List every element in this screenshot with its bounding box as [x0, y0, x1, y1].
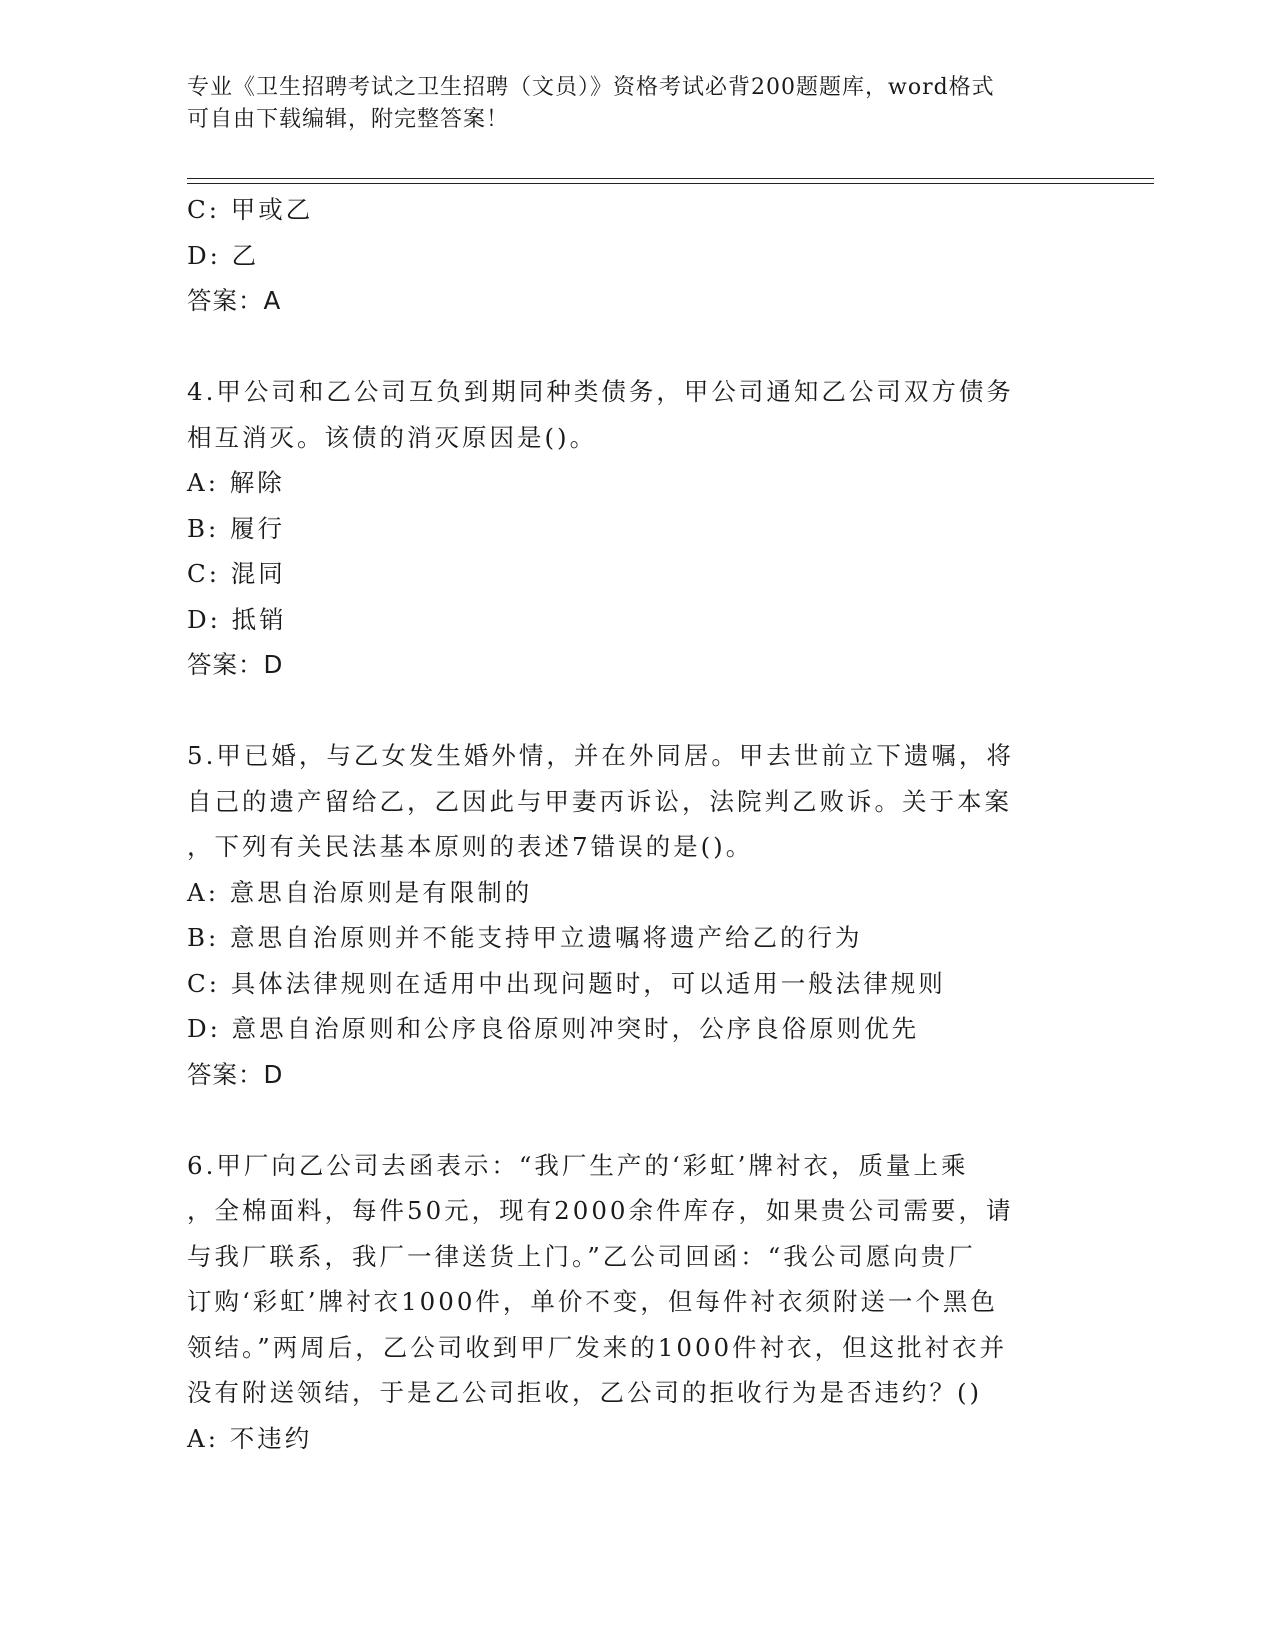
question-6	[187, 1143, 1087, 1462]
question-stem-line: 与我厂联系，我厂一律送货上门。”乙公司回函：“我公司愿向贵厂	[187, 1241, 976, 1271]
spacer	[187, 688, 1087, 734]
question-stem-line: 没有附送领结，于是乙公司拒收，乙公司的拒收行为是否违约？()	[187, 1378, 983, 1407]
option-c: C: 具体法律规则在适用中出现问题时，可以适用一般法律规则	[187, 968, 946, 998]
option-a: A: 意思自治原则是有限制的	[187, 877, 533, 907]
question-4	[187, 369, 1087, 688]
spacer	[187, 324, 1087, 370]
option-b: B: 履行	[187, 513, 286, 543]
header-line-1: 专业《卫生招聘考试之卫生招聘（文员）》资格考试必背200题题库，word格式	[187, 75, 995, 100]
question-5	[187, 733, 1087, 1097]
header-line-2: 可自由下载编辑，附完整答案！	[187, 107, 510, 132]
document-body	[187, 187, 1087, 1461]
option-a: A: 不违约	[187, 1423, 313, 1453]
spacer	[187, 1097, 1087, 1143]
question-stem-line: 领结。”两周后，乙公司收到甲厂发来的1000件衬衣，但这批衬衣并	[187, 1332, 1008, 1362]
question-stem-line: 自己的遗产留给乙，乙因此与甲妻丙诉讼，法院判乙败诉。关于本案	[187, 786, 1012, 816]
option-a: A: 解除	[187, 468, 285, 497]
header-rule-top	[187, 178, 1154, 179]
question-stem-line: 5.甲已婚，与乙女发生婚外情，并在外同居。甲去世前立下遗嘱，将	[187, 741, 1014, 770]
option-d: D: 意思自治原则和公序良俗原则冲突时，公序良俗原则优先	[187, 1014, 920, 1043]
option-d: D: 抵销	[187, 604, 287, 634]
document-header	[187, 72, 1067, 136]
question-stem-line: ，下列有关民法基本原则的表述7错误的是()。	[187, 832, 754, 861]
option-d: D: 乙	[187, 240, 260, 270]
question-3-tail	[187, 187, 1087, 324]
question-stem-line: 订购‘彩虹’牌衬衣1000件，单价不变，但每件衬衣须附送一个黑色	[187, 1287, 998, 1316]
option-c: C: 甲或乙	[187, 195, 314, 224]
answer: 答案：D	[187, 650, 284, 679]
answer: 答案：A	[187, 286, 282, 315]
question-stem-line: 6.甲厂向乙公司去函表示：“我厂生产的‘彩虹’牌衬衣，质量上乘	[187, 1150, 969, 1180]
answer: 答案：D	[187, 1059, 284, 1089]
header-rule-bottom	[187, 183, 1154, 184]
option-b: B: 意思自治原则并不能支持甲立遗嘱将遗产给乙的行为	[187, 923, 863, 952]
question-stem-line: ，全棉面料，每件50元，现有2000余件库存，如果贵公司需要，请	[187, 1196, 1014, 1225]
option-c: C: 混同	[187, 559, 286, 588]
question-stem-line: 相互消灭。该债的消灭原因是()。	[187, 422, 598, 452]
question-stem-line: 4.甲公司和乙公司互负到期同种类债务，甲公司通知乙公司双方债务	[187, 377, 1014, 406]
